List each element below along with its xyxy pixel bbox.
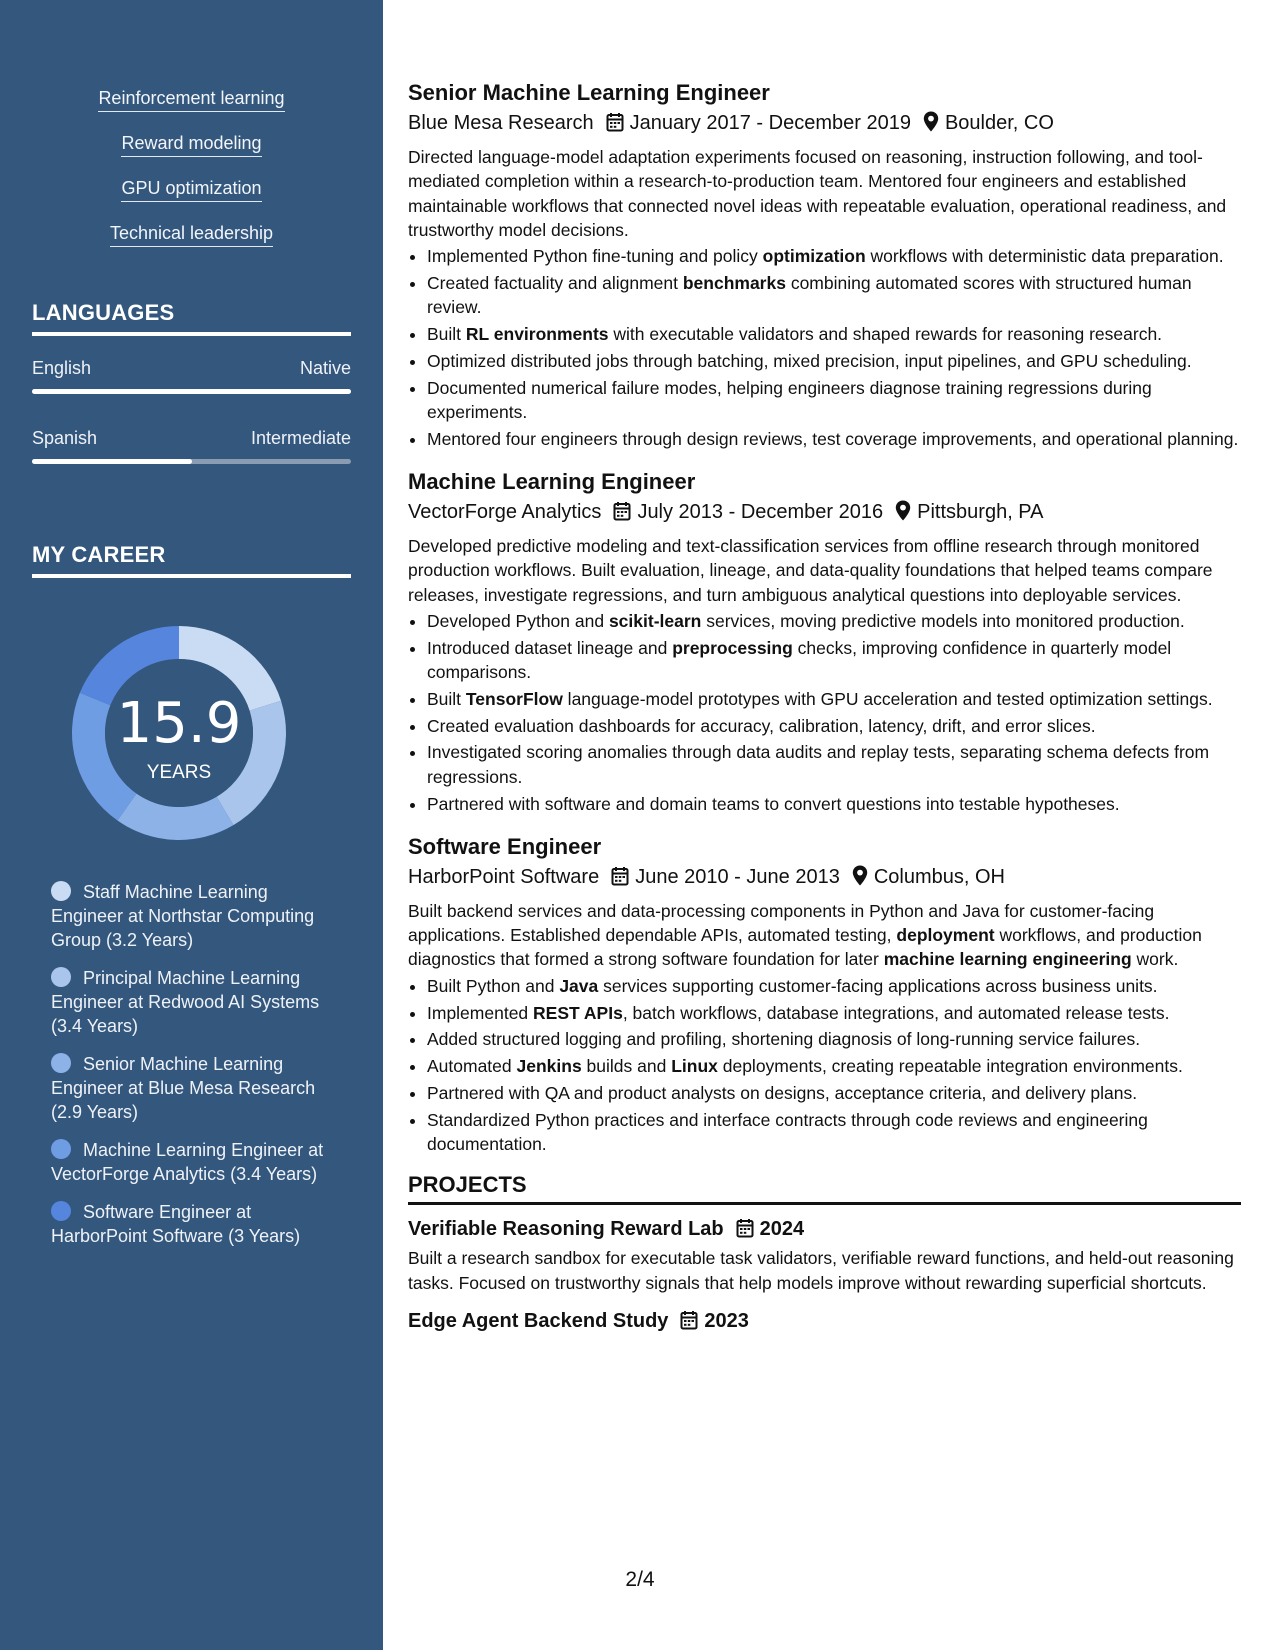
- text-run: Built: [427, 688, 466, 709]
- bold-keyword: TensorFlow: [465, 688, 563, 709]
- text-run: work.: [1131, 949, 1179, 970]
- location-pin-icon: [895, 500, 911, 530]
- main-content: [408, 78, 1241, 1350]
- project-title: Edge Agent Backend Study: [408, 1309, 669, 1332]
- legend-dot-icon: [51, 1201, 71, 1221]
- career-legend-item: [51, 1200, 331, 1248]
- language-row: [32, 358, 351, 379]
- project-year: 2023: [704, 1309, 749, 1332]
- text-run: Partnered with QA and product analysts on designs, acceptance criteria, and delivery plans.: [427, 1082, 1138, 1103]
- job-bullet: [427, 714, 1241, 738]
- text-run: services, moving predictive models into monitored production.: [701, 610, 1185, 631]
- job-title: Senior Machine Learning Engineer: [408, 80, 770, 105]
- career-legend-item: [51, 880, 331, 952]
- legend-dot-icon: [51, 881, 71, 901]
- job-bullet: [427, 427, 1241, 451]
- language-level: Native: [299, 358, 351, 378]
- calendar-icon: [613, 500, 631, 530]
- job-bullet: [427, 740, 1241, 789]
- text-run: Automated: [427, 1056, 517, 1077]
- text-run: with executable validators and shaped rewards for reasoning research.: [608, 324, 1163, 345]
- job-bullet: [427, 271, 1241, 320]
- bold-keyword: Jenkins: [516, 1056, 582, 1077]
- bold-keyword: optimization: [762, 246, 866, 267]
- project-title: Verifiable Reasoning Reward Lab: [408, 1218, 724, 1241]
- job-meta: [408, 862, 1241, 895]
- job-bullet: [427, 1054, 1241, 1078]
- skill-item: GPU optimization: [121, 176, 261, 202]
- calendar-icon: [611, 865, 629, 895]
- job-dates: July 2013 - December 2016: [637, 501, 884, 524]
- company-name: Blue Mesa Research: [408, 112, 594, 134]
- text-run: Partnered with software and domain teams to convert questions into testable hypotheses.: [427, 793, 1120, 814]
- text-run: Implemented: [427, 1002, 534, 1023]
- text-run: Implemented Python fine-tuning and policy: [427, 246, 763, 267]
- text-run: deployments, creating repeatable integration environments.: [717, 1056, 1183, 1077]
- bold-keyword: deployment: [896, 925, 995, 946]
- project-description: Built a research sandbox for executable task validators, verifiable reward functions, and held-out reasoning tasks. Focused on trustworthy signals that help models improve without rewarding superficial shortcuts.: [408, 1248, 1234, 1293]
- job-bullet: [427, 636, 1241, 685]
- career-legend-label: Software Engineer at HarborPoint Software (3 Years): [51, 1202, 301, 1246]
- location-pin-icon: [852, 865, 868, 895]
- career-legend: [51, 880, 331, 1262]
- text-run: Mentored four engineers through design reviews, test coverage improvements, and operational planning.: [427, 428, 1239, 449]
- job-bullet: [427, 1108, 1241, 1157]
- job-bullet: [427, 244, 1241, 268]
- career-legend-label: Senior Machine Learning Engineer at Blue Mesa Research (2.9 Years): [51, 1054, 316, 1122]
- skill-item: Reinforcement learning: [98, 86, 284, 112]
- job-bullet: [427, 974, 1241, 998]
- text-run: Optimized distributed jobs through batching, mixed precision, input pipelines, and GPU scheduling.: [427, 350, 1192, 371]
- language-name: English: [32, 358, 92, 378]
- career-donut-chart: [66, 620, 292, 846]
- text-run: Created factuality and alignment: [427, 272, 683, 293]
- job-dates: January 2017 - December 2019: [629, 112, 911, 134]
- text-run: Added structured logging and profiling, shortening diagnosis of long-running service failures.: [427, 1029, 1141, 1050]
- job-bullet: [427, 322, 1241, 346]
- career-legend-item: [51, 1138, 331, 1186]
- job-bullet: [427, 792, 1241, 816]
- language-proficiency-fill: [32, 459, 192, 464]
- job-description: Developed predictive modeling and text-classification services from offline research through monitored production workflows. Built evaluation, lineage, and data-quality foundations that helped teams compare releases, investigate regressions, and turn ambiguous analytical questions into deployable services.: [408, 536, 1213, 605]
- legend-dot-icon: [51, 1139, 71, 1159]
- text-run: Built: [427, 324, 466, 345]
- language-proficiency-bar: [32, 459, 351, 464]
- text-run: Created evaluation dashboards for accuracy, calibration, latency, drift, and error slices.: [427, 715, 1096, 736]
- text-run: combining automated scores with structured human review.: [427, 272, 1192, 318]
- job-bullets: [408, 609, 1241, 816]
- career-legend-item: [51, 1052, 331, 1124]
- skills-list: [0, 86, 383, 266]
- job-bullet: [427, 376, 1241, 425]
- job-location: Pittsburgh, PA: [917, 501, 1044, 524]
- job-bullet: [427, 1001, 1241, 1025]
- job-entry: [408, 832, 1241, 1156]
- skill-item: Technical leadership: [110, 221, 273, 247]
- project-entry: [408, 1215, 1241, 1295]
- job-description: [408, 899, 1241, 972]
- location-pin-icon: [923, 111, 939, 141]
- company-name: VectorForge Analytics: [408, 501, 602, 524]
- career-legend-item: [51, 966, 331, 1038]
- calendar-icon: [606, 111, 624, 141]
- legend-dot-icon: [51, 967, 71, 987]
- job-title: Machine Learning Engineer: [408, 469, 696, 495]
- bold-keyword: REST APIs: [533, 1002, 623, 1023]
- career-heading: MY CAREER: [32, 542, 351, 578]
- projects-heading: PROJECTS: [408, 1172, 1241, 1205]
- language-proficiency-bar: [32, 389, 351, 394]
- job-meta: [408, 497, 1241, 530]
- project-entry: [408, 1307, 1241, 1338]
- bold-keyword: preprocessing: [672, 637, 793, 658]
- text-run: Developed Python and: [427, 610, 609, 631]
- job-entry: [408, 78, 1241, 451]
- page-number: 2/4: [625, 1568, 655, 1591]
- job-bullets: [408, 244, 1241, 451]
- career-total-unit: YEARS: [146, 762, 212, 783]
- bold-keyword: RL environments: [465, 324, 609, 345]
- job-title: Software Engineer: [408, 833, 602, 859]
- sidebar: [0, 0, 383, 1650]
- job-entry: [408, 467, 1241, 816]
- skill-item: Reward modeling: [121, 131, 261, 157]
- job-bullets: [408, 974, 1241, 1157]
- text-run: Introduced dataset lineage and: [427, 637, 673, 658]
- calendar-icon: [736, 1218, 754, 1246]
- project-title-row: [408, 1307, 1241, 1338]
- bold-keyword: scikit-learn: [608, 610, 702, 631]
- text-run: , batch workflows, database integrations, and automated release tests.: [622, 1002, 1170, 1023]
- job-bullet: [427, 1081, 1241, 1105]
- text-run: workflows with deterministic data preparation.: [865, 246, 1224, 267]
- job-bullet: [427, 349, 1241, 373]
- job-meta: [408, 108, 1241, 141]
- text-run: checks, improving confidence in quarterly model comparisons.: [427, 637, 1172, 683]
- career-legend-label: Staff Machine Learning Engineer at Northstar Computing Group (3.2 Years): [51, 882, 315, 950]
- text-run: Built backend services and data-processing components in Python and Java for customer-facing applications. Established dependable APIs, automated testing,: [408, 900, 1155, 946]
- text-run: builds and: [581, 1056, 672, 1077]
- bold-keyword: Linux: [671, 1056, 718, 1077]
- bold-keyword: Java: [559, 975, 599, 996]
- text-run: Standardized Python practices and interface contracts through code reviews and engineering documentation.: [427, 1109, 1148, 1154]
- career-legend-label: Principal Machine Learning Engineer at Redwood AI Systems (3.4 Years): [51, 968, 320, 1036]
- job-location: Columbus, OH: [873, 865, 1005, 888]
- job-bullet: [427, 609, 1241, 633]
- project-title-row: [408, 1215, 1241, 1246]
- career-legend-label: Machine Learning Engineer at VectorForge Analytics (3.4 Years): [51, 1140, 324, 1184]
- text-run: language-model prototypes with GPU acceleration and tested optimization settings.: [562, 688, 1213, 709]
- language-level: Intermediate: [250, 428, 351, 448]
- project-year: 2024: [759, 1218, 805, 1241]
- job-dates: June 2010 - June 2013: [635, 865, 840, 888]
- language-name: Spanish: [32, 428, 98, 448]
- text-run: Investigated scoring anomalies through data audits and replay tests, separating schema defects from regressions.: [427, 742, 1210, 787]
- text-run: services supporting customer-facing applications across business units.: [598, 975, 1158, 996]
- text-run: workflows, and production diagnostics that formed a strong software foundation for later: [408, 925, 1202, 970]
- legend-dot-icon: [51, 1053, 71, 1073]
- job-bullet: [427, 1027, 1241, 1051]
- bold-keyword: benchmarks: [682, 272, 786, 293]
- text-run: Built Python and: [427, 975, 560, 996]
- calendar-icon: [680, 1310, 698, 1338]
- bold-keyword: machine learning engineering: [883, 949, 1132, 970]
- career-total-years: 15.9: [116, 691, 242, 756]
- job-location: Boulder, CO: [944, 112, 1054, 134]
- job-description: Directed language-model adaptation experiments focused on reasoning, instruction following, and tool-mediated completion within a research-to-production team. Mentored four engineers and established maintainable workflows that connected novel ideas with repeatable evaluation, operational readiness, and trustworthy model decisions.: [408, 147, 1227, 240]
- company-name: HarborPoint Software: [408, 865, 600, 888]
- languages-heading: LANGUAGES: [32, 300, 351, 336]
- text-run: Documented numerical failure modes, helping engineers diagnose training regressions during experiments.: [427, 377, 1152, 422]
- language-proficiency-fill: [32, 389, 351, 394]
- job-bullet: [427, 687, 1241, 711]
- language-row: [32, 428, 351, 449]
